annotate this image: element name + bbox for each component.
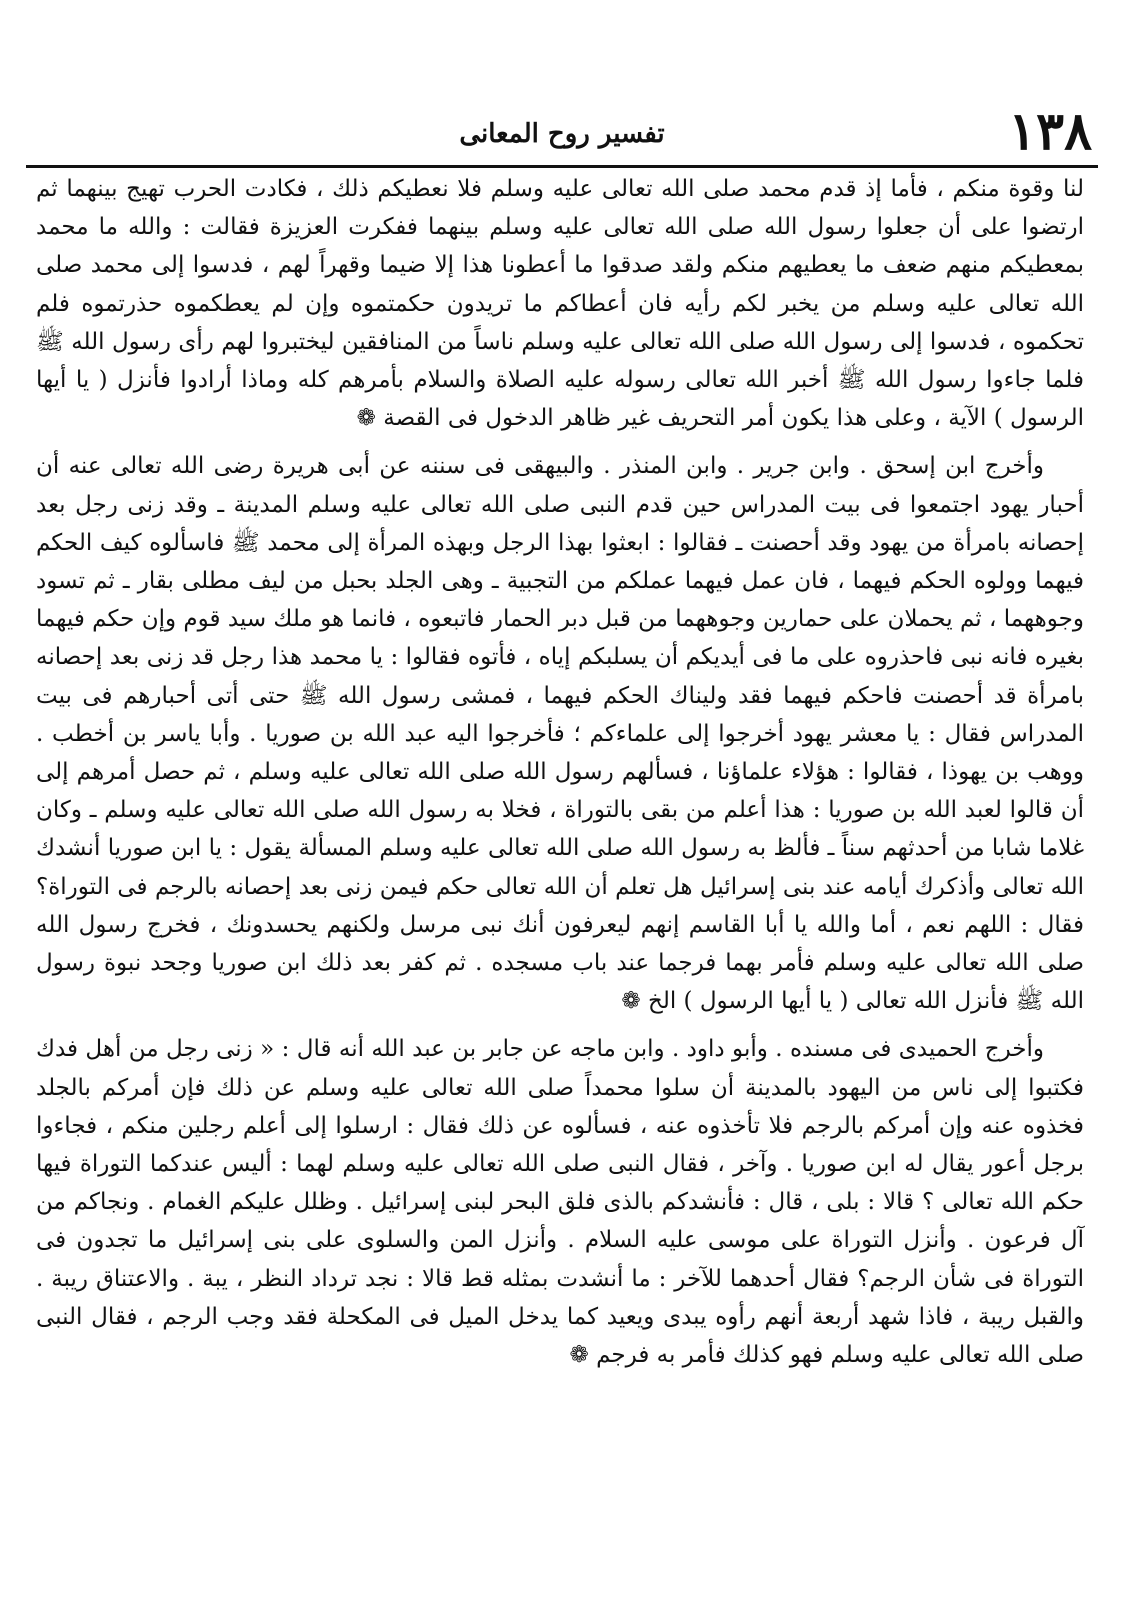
page-number: ١٣٨ [1008,101,1092,162]
running-title: تفسير روح المعانى [459,119,665,149]
paragraph-1: لنا وقوة منكم ، فأما إذ قدم محمد صلى الله تعالى عليه وسلم فلا نعطيكم ذلك ، فكادت الحرب تهيج بينهما ثم ارتضوا على أن جعلوا رسول الله صلى الله تعالى عليه وسلم بينهما ففكرت العزيزة فقالت : والله ما محمد بمعطيكم منهم ضعف ما يعطيهم منكم ولقد صدقوا ما أعطونا هذا إلا ضيما وقهراً لهم ، فدسوا إلى محمد صلى الله تعالى عليه وسلم من يخبر لكم رأيه فان أعطاكم ما تريدون حكمتموه وإن لم يعطكموه حذرتموه فلم تحكموه ، فدسوا إلى رسول الله صلى الله تعالى عليه وسلم ناساً من المنافقين ليختبروا لهم رأى رسول الله ﷺ فلما جاءوا رسول الله ﷺ أخبر الله تعالى رسوله عليه الصلاة والسلام بأمرهم كله وماذا أرادوا فأنزل ( يا أيها الرسول ) الآية ، وعلى هذا يكون أمر التحريف غير ظاهر الدخول فى القصة ❁ [36,176,1084,432]
page-header [26,102,1098,164]
paragraph-3: وأخرج الحميدى فى مسنده . وأبو داود . وابن ماجه عن جابر بن عبد الله أنه قال : « زنى رجل من أهل فدك فكتبوا إلى ناس من اليهود بالمدينة أن سلوا محمداً صلى الله تعالى عليه وسلم عن ذلك فإن أمركم بالجلد فخذوه عنه وإن أمركم بالرجم فلا تأخذوه عنه ، فسألوه عن ذلك فقال : ارسلوا إلى أعلم رجلين منكم ، فجاءوا برجل أعور يقال له ابن صوريا . وآخر ، فقال النبى صلى الله تعالى عليه وسلم لهما : أليس عندكما التوراة فيها حكم الله تعالى ؟ قالا : بلى ، قال : فأنشدكم بالذى فلق البحر لبنى إسرائيل . وظلل عليكم الغمام . ونجاكم من آل فرعون . وأنزل التوراة على موسى عليه السلام . وأنزل المن والسلوى على بنى إسرائيل ما تجدون فى التوراة فى شأن الرجم؟ فقال أحدهما للآخر : ما أنشدت بمثله قط قالا : نجد ترداد النظر ، يبة . والاعتناق ريبة . والقبل ريبة ، فاذا شهد أربعة أنهم رأوه يبدى ويعيد كما يدخل الميل فى المكحلة فقد وجب الرجم ، فقال النبى صلى الله تعالى عليه وسلم فهو كذلك فأمر به فرجم ❁ [36,1036,1084,1369]
page-body [36,170,1084,1374]
header-rule [26,165,1098,168]
paragraph-gap [36,1020,1084,1030]
paragraph-gap [36,437,1084,447]
paragraph-2: وأخرج ابن إسحق . وابن جرير . وابن المنذر . والبيهقى فى سننه عن أبى هريرة رضى الله تعالى عنه أن أحبار يهود اجتمعوا فى بيت المدراس حين قدم النبى صلى الله تعالى عليه وسلم المدينة ـ وقد زنى رجل بعد إحصانه بامرأة من يهود وقد أحصنت ـ فقالوا : ابعثوا بهذا الرجل وبهذه المرأة إلى محمد ﷺ فاسألوه كيف الحكم فيهما وولوه الحكم فيهما ، فان عمل فيهما عملكم من التجبية ـ وهى الجلد بحبل من ليف مطلى بقار ـ ثم تسود وجوههما ، ثم يحملان على حمارين وجوههما من قبل دبر الحمار فاتبعوه ، فانما هو ملك سيد قوم وإن حكم فيهما بغيره فانه نبى فاحذروه على ما فى أيديكم أن يسلبكم إياه ، فأتوه فقالوا : يا محمد هذا رجل قد زنى بعد إحصانه بامرأة قد أحصنت فاحكم فيهما فقد وليناك الحكم فيهما ، فمشى رسول الله ﷺ حتى أتى أحبارهم فى بيت المدراس فقال : يا معشر يهود أخرجوا إلى علماءكم ؛ فأخرجوا اليه عبد الله بن صوريا . وأبا ياسر بن أخطب . ووهب بن يهوذا ، فقالوا : هؤلاء علماؤنا ، فسألهم رسول الله صلى الله تعالى عليه وسلم ، ثم حصل أمرهم إلى أن قالوا لعبد الله بن صوريا : هذا أعلم من بقى بالتوراة ، فخلا به رسول الله صلى الله تعالى عليه وسلم ـ وكان غلاما شابا من أحدثهم سناً ـ فألظ به رسول الله صلى الله تعالى عليه وسلم المسألة يقول : يا ابن صوريا أنشدك الله تعالى وأذكرك أيامه عند بنى إسرائيل هل تعلم أن الله تعالى حكم فيمن زنى بعد إحصانه بالرجم فى التوراة؟ فقال : اللهم نعم ، أما والله يا أبا القاسم إنهم ليعرفون أنك نبى مرسل ولكنهم يحسدونك ، فخرج رسول الله صلى الله تعالى عليه وسلم فأمر بهما فرجما عند باب مسجده . ثم كفر بعد ذلك ابن صوريا وجحد نبوة رسول الله ﷺ فأنزل الله تعالى ( يا أيها الرسول ) الخ ❁ [36,453,1084,1015]
